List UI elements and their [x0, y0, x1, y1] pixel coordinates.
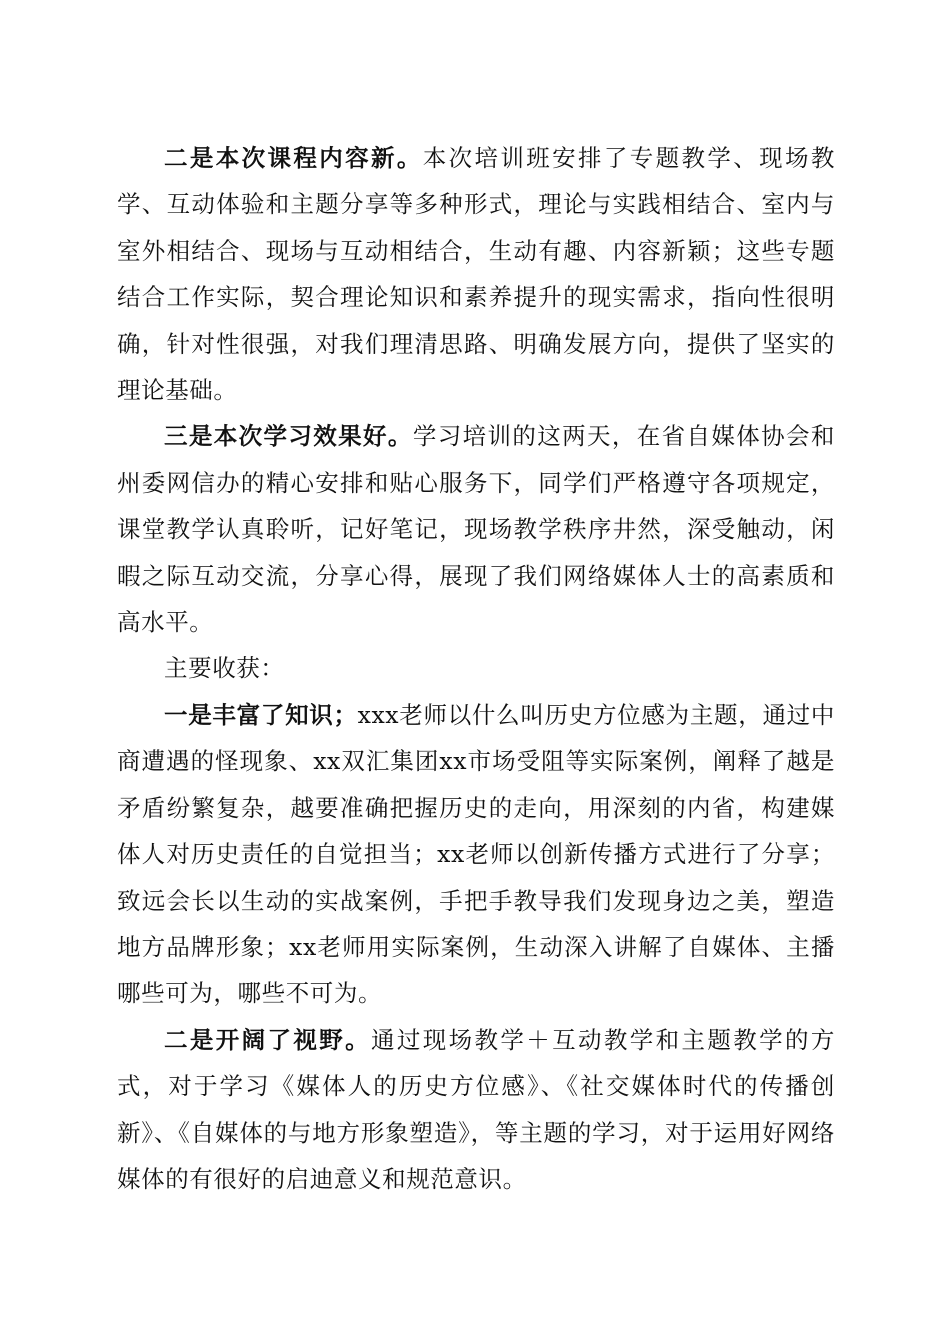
paragraph-lead: 三是本次学习效果好。: [164, 422, 413, 451]
paragraph-text: 通过现场教学＋互动教学和主题教学的方式，对于学习《媒体人的历史方位感》、《社交媒体时代的传播创新》、《自媒体的与地方形象塑造》，等主题的学习，对于运用好网络媒体的有很好的启迪意义和规范意识。: [117, 1025, 835, 1193]
paragraph-course-content: [117, 135, 835, 413]
paragraph-lead: 一是丰富了知识；: [164, 700, 358, 729]
paragraph-broadened-horizons: [117, 1017, 835, 1203]
paragraph-text: 主要收获：: [164, 654, 285, 683]
paragraph-text: xxx老师以什么叫历史方位感为主题，通过中商遭遇的怪现象、xx双汇集团xx市场受阻等实际案例，阐释了越是矛盾纷繁复杂，越要准确把握历史的走向，用深刻的内省，构建媒体人对历史责任的自觉担当；xx老师以创新传播方式进行了分享；致远会长以生动的实战案例，手把手教导我们发现身边之美，塑造地方品牌形象；xx老师用实际案例，生动深入讲解了自媒体、主播哪些可为，哪些不可为。: [117, 700, 835, 1008]
paragraph-text: 学习培训的这两天，在省自媒体协会和州委网信办的精心安排和贴心服务下，同学们严格遵守各项规定，课堂教学认真聆听，记好笔记，现场教学秩序井然，深受触动，闲暇之际互动交流，分享心得，展现了我们网络媒体人士的高素质和高水平。: [117, 422, 836, 637]
paragraph-lead: 二是本次课程内容新。: [164, 144, 423, 172]
paragraph-main-gains-heading: [117, 645, 835, 691]
paragraph-learning-effect: [117, 413, 835, 645]
paragraph-enriched-knowledge: [117, 692, 835, 1017]
paragraph-lead: 二是开阔了视野。: [164, 1025, 371, 1054]
document-body: [117, 135, 835, 1202]
paragraph-text: 本次培训班安排了专题教学、现场教学、互动体验和主题分享等多种形式，理论与实践相结合、室内与室外相结合、现场与互动相结合，生动有趣、内容新颖；这些专题结合工作实际，契合理论知识和素养提升的现实需求，指向性很明确，针对性很强，对我们理清思路、明确发展方向，提供了坚实的理论基础。: [117, 144, 835, 405]
